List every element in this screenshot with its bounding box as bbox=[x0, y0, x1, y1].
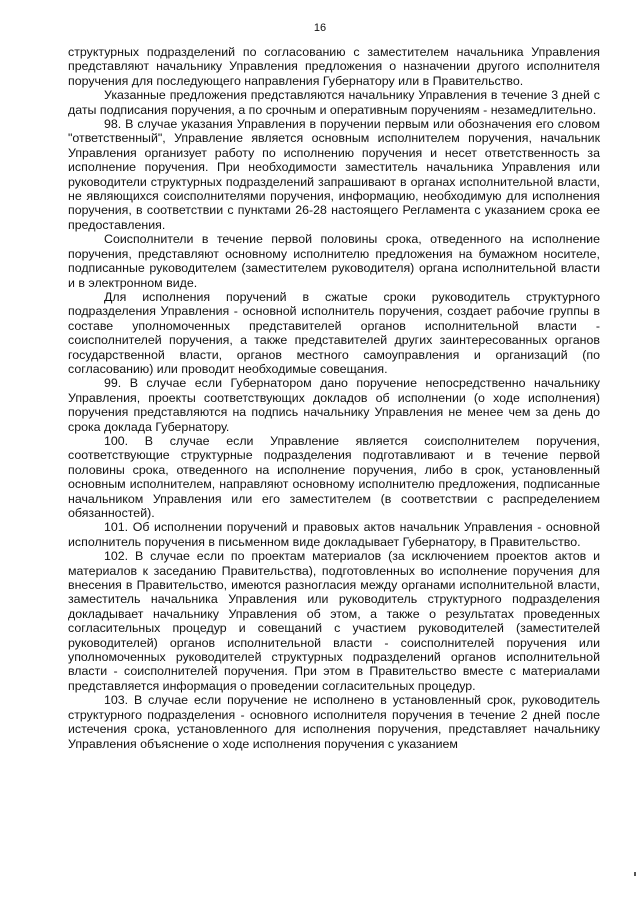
paragraph-co-executors: Соисполнители в течение первой половины срока, отведенного на исполнение поручения, представляют основному исполнителю предложения на бумажном носителе, подписанные руководителем (заместителем руководителя) органа исполнительной власти и в электронном виде. bbox=[68, 232, 600, 290]
document-body bbox=[68, 45, 600, 751]
paragraph-working-groups: Для исполнения поручений в сжатые сроки руководитель структурного подразделения Управления - основной исполнитель поручения, создает рабочие группы в составе уполномоченных представителей органов исполнительной власти - соисполнителей поручения, а также представителей других заинтересованных органов государственной власти, органов местного самоуправления и организаций (по согласованию) или проводит необходимые совещания. bbox=[68, 289, 600, 376]
paragraph-proposals-deadline: Указанные предложения представляются начальнику Управления в течение 3 дней с даты подписания поручения, а по срочным и оперативным поручениям - незамедлительно. bbox=[68, 88, 600, 117]
paragraph-101: 101. Об исполнении поручений и правовых актов начальник Управления - основной исполнитель поручения в письменном виде докладывает Губернатору, в Правительство. bbox=[68, 520, 600, 549]
scan-edge-mark bbox=[634, 872, 636, 876]
paragraph-103: 103. В случае если поручение не исполнено в установленный срок, руководитель структурного подразделения - основного исполнителя поручения в течение 2 дней после истечения срока, установленного для исполнения поручения, представляет начальнику Управления объяснение о ходе исполнения поручения с указанием bbox=[68, 693, 600, 751]
paragraph-98: 98. В случае указания Управления в поручении первым или обозначения его словом "ответственный", Управление является основным исполнителем поручения, начальник Управления организует работу по исполнению поручения и несет ответственность за исполнение поручения. При необходимости заместитель начальника Управления или руководители структурных подразделений запрашивают в органах исполнительной власти, не являющихся соисполнителями поручения, информацию, необходимую для исполнения поручения, в соответствии с пунктами 26-28 настоящего Регламента с указанием срока ее предоставления. bbox=[68, 117, 600, 232]
page-number: 16 bbox=[313, 22, 327, 34]
paragraph-99: 99. В случае если Губернатором дано поручение непосредственно начальнику Управления, проекты соответствующих докладов об исполнении (о ходе исполнения) поручения представляются на подпись начальнику Управления не менее чем за день до срока доклада Губернатору. bbox=[68, 376, 600, 434]
paragraph-continuation: структурных подразделений по согласованию с заместителем начальника Управления представляют начальнику Управления предложения о назначении другого исполнителя поручения для последующего направления Губернатору или в Правительство. bbox=[68, 45, 600, 88]
paragraph-102: 102. В случае если по проектам материалов (за исключением проектов актов и материалов к заседанию Правительства), подготовленных во исполнение поручения для внесения в Правительство, имеются разногласия между органами исполнительной власти, заместитель начальника Управления или руководитель структурного подразделения докладывает начальнику Управления об этом, а также о результатах проведенных согласительных процедур и совещаний с участием руководителей (заместителей руководителей) органов исполнительной власти - соисполнителей поручения или уполномоченных руководителей структурных подразделений органов исполнительной власти - соисполнителей поручения. При этом в Правительство вместе с материалами представляется информация о проведении согласительных процедур. bbox=[68, 549, 600, 693]
paragraph-100: 100. В случае если Управление является соисполнителем поручения, соответствующие структурные подразделения подготавливают и в течение первой половины срока, отведенного на исполнение поручения, либо в срок, установленный основным исполнителем, направляют основному исполнителю предложения, подписанные начальником Управления или его заместителем (в соответствии с распределением обязанностей). bbox=[68, 433, 600, 520]
